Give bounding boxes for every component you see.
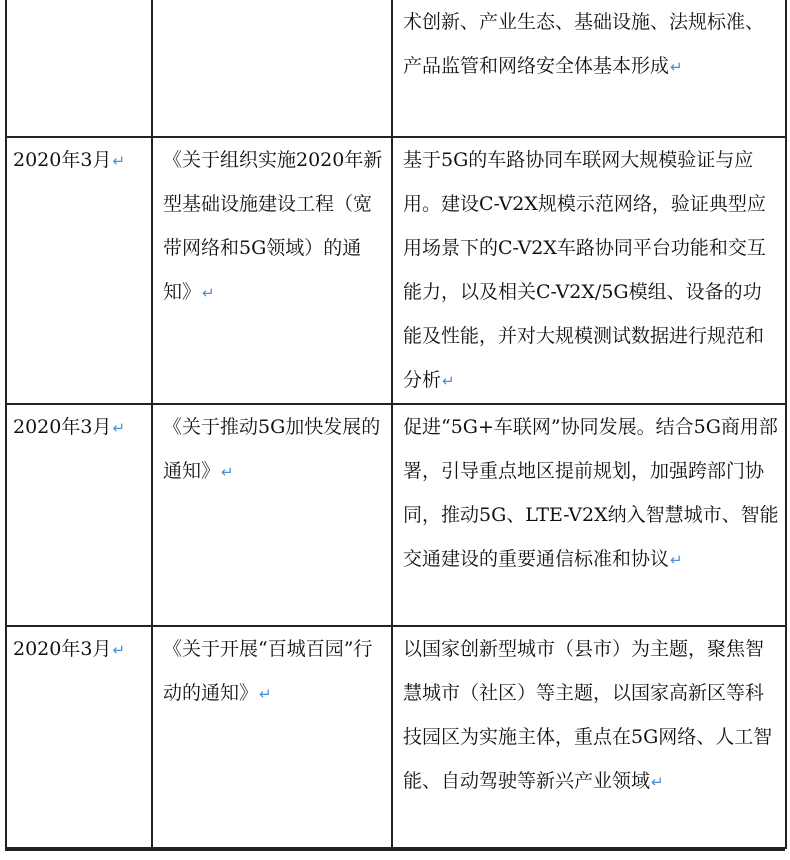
content-cell bbox=[392, 626, 786, 848]
policy-cell bbox=[152, 626, 392, 848]
date-cell bbox=[6, 137, 152, 404]
table-row bbox=[6, 0, 786, 137]
content-cell bbox=[392, 0, 786, 137]
paragraph-mark-icon: ↵ bbox=[259, 685, 272, 703]
table-bottom-rule bbox=[5, 849, 785, 851]
paragraph-mark-icon: ↵ bbox=[670, 58, 683, 76]
date-text: 2020年3月 bbox=[13, 149, 112, 171]
policy-cell bbox=[152, 137, 392, 404]
content-text: 促进“5G+车联网”协同发展。结合5G商用部署，引导重点地区提前规划，加强跨部门协同，推动5G、LTE-V2X纳入智慧城市、智能交通建设的重要通信标准和协议 bbox=[403, 416, 779, 570]
paragraph-mark-icon: ↵ bbox=[651, 773, 664, 791]
policy-text: 《关于组织实施2020年新型基础设施建设工程（宽带网络和5G领域）的通知》 bbox=[163, 149, 383, 303]
paragraph-mark-icon: ↵ bbox=[202, 284, 215, 302]
content-cell bbox=[392, 137, 786, 404]
date-cell bbox=[6, 404, 152, 626]
paragraph-mark-icon: ↵ bbox=[112, 641, 126, 659]
policy-cell bbox=[152, 0, 392, 137]
content-cell bbox=[392, 404, 786, 626]
policy-cell bbox=[152, 404, 392, 626]
policy-text: 《关于推动5G加快发展的通知》 bbox=[163, 416, 381, 482]
content-text: 术创新、产业生态、基础设施、法规标准、产品监管和网络安全体基本形成 bbox=[403, 11, 765, 77]
paragraph-mark-icon: ↵ bbox=[442, 372, 455, 390]
paragraph-mark-icon: ↵ bbox=[221, 463, 234, 481]
table-row bbox=[6, 137, 786, 404]
table-row bbox=[6, 404, 786, 626]
content-text: 以国家创新型城市（县市）为主题，聚焦智慧城市（社区）等主题，以国家高新区等科技园区为实施主体，重点在5G网络、人工智能、自动驾驶等新兴产业领域 bbox=[403, 638, 773, 792]
paragraph-mark-icon: ↵ bbox=[112, 419, 126, 437]
table-row bbox=[6, 626, 786, 848]
paragraph-mark-icon: ↵ bbox=[670, 551, 683, 569]
date-cell bbox=[6, 626, 152, 848]
date-text: 2020年3月 bbox=[13, 416, 112, 438]
date-cell bbox=[6, 0, 152, 137]
paragraph-mark-icon: ↵ bbox=[112, 152, 126, 170]
policy-text: 《关于开展“百城百园”行动的通知》 bbox=[163, 638, 373, 704]
content-text: 基于5G的车路协同车联网大规模验证与应用。建设C-V2X规模示范网络，验证典型应用场景下的C-V2X车路协同平台功能和交互能力，以及相关C-V2X/5G模组、设备的功能及性能，并对大规模测试数据进行规范和分析 bbox=[403, 149, 766, 391]
date-text: 2020年3月 bbox=[13, 638, 112, 660]
policy-table bbox=[5, 0, 787, 849]
